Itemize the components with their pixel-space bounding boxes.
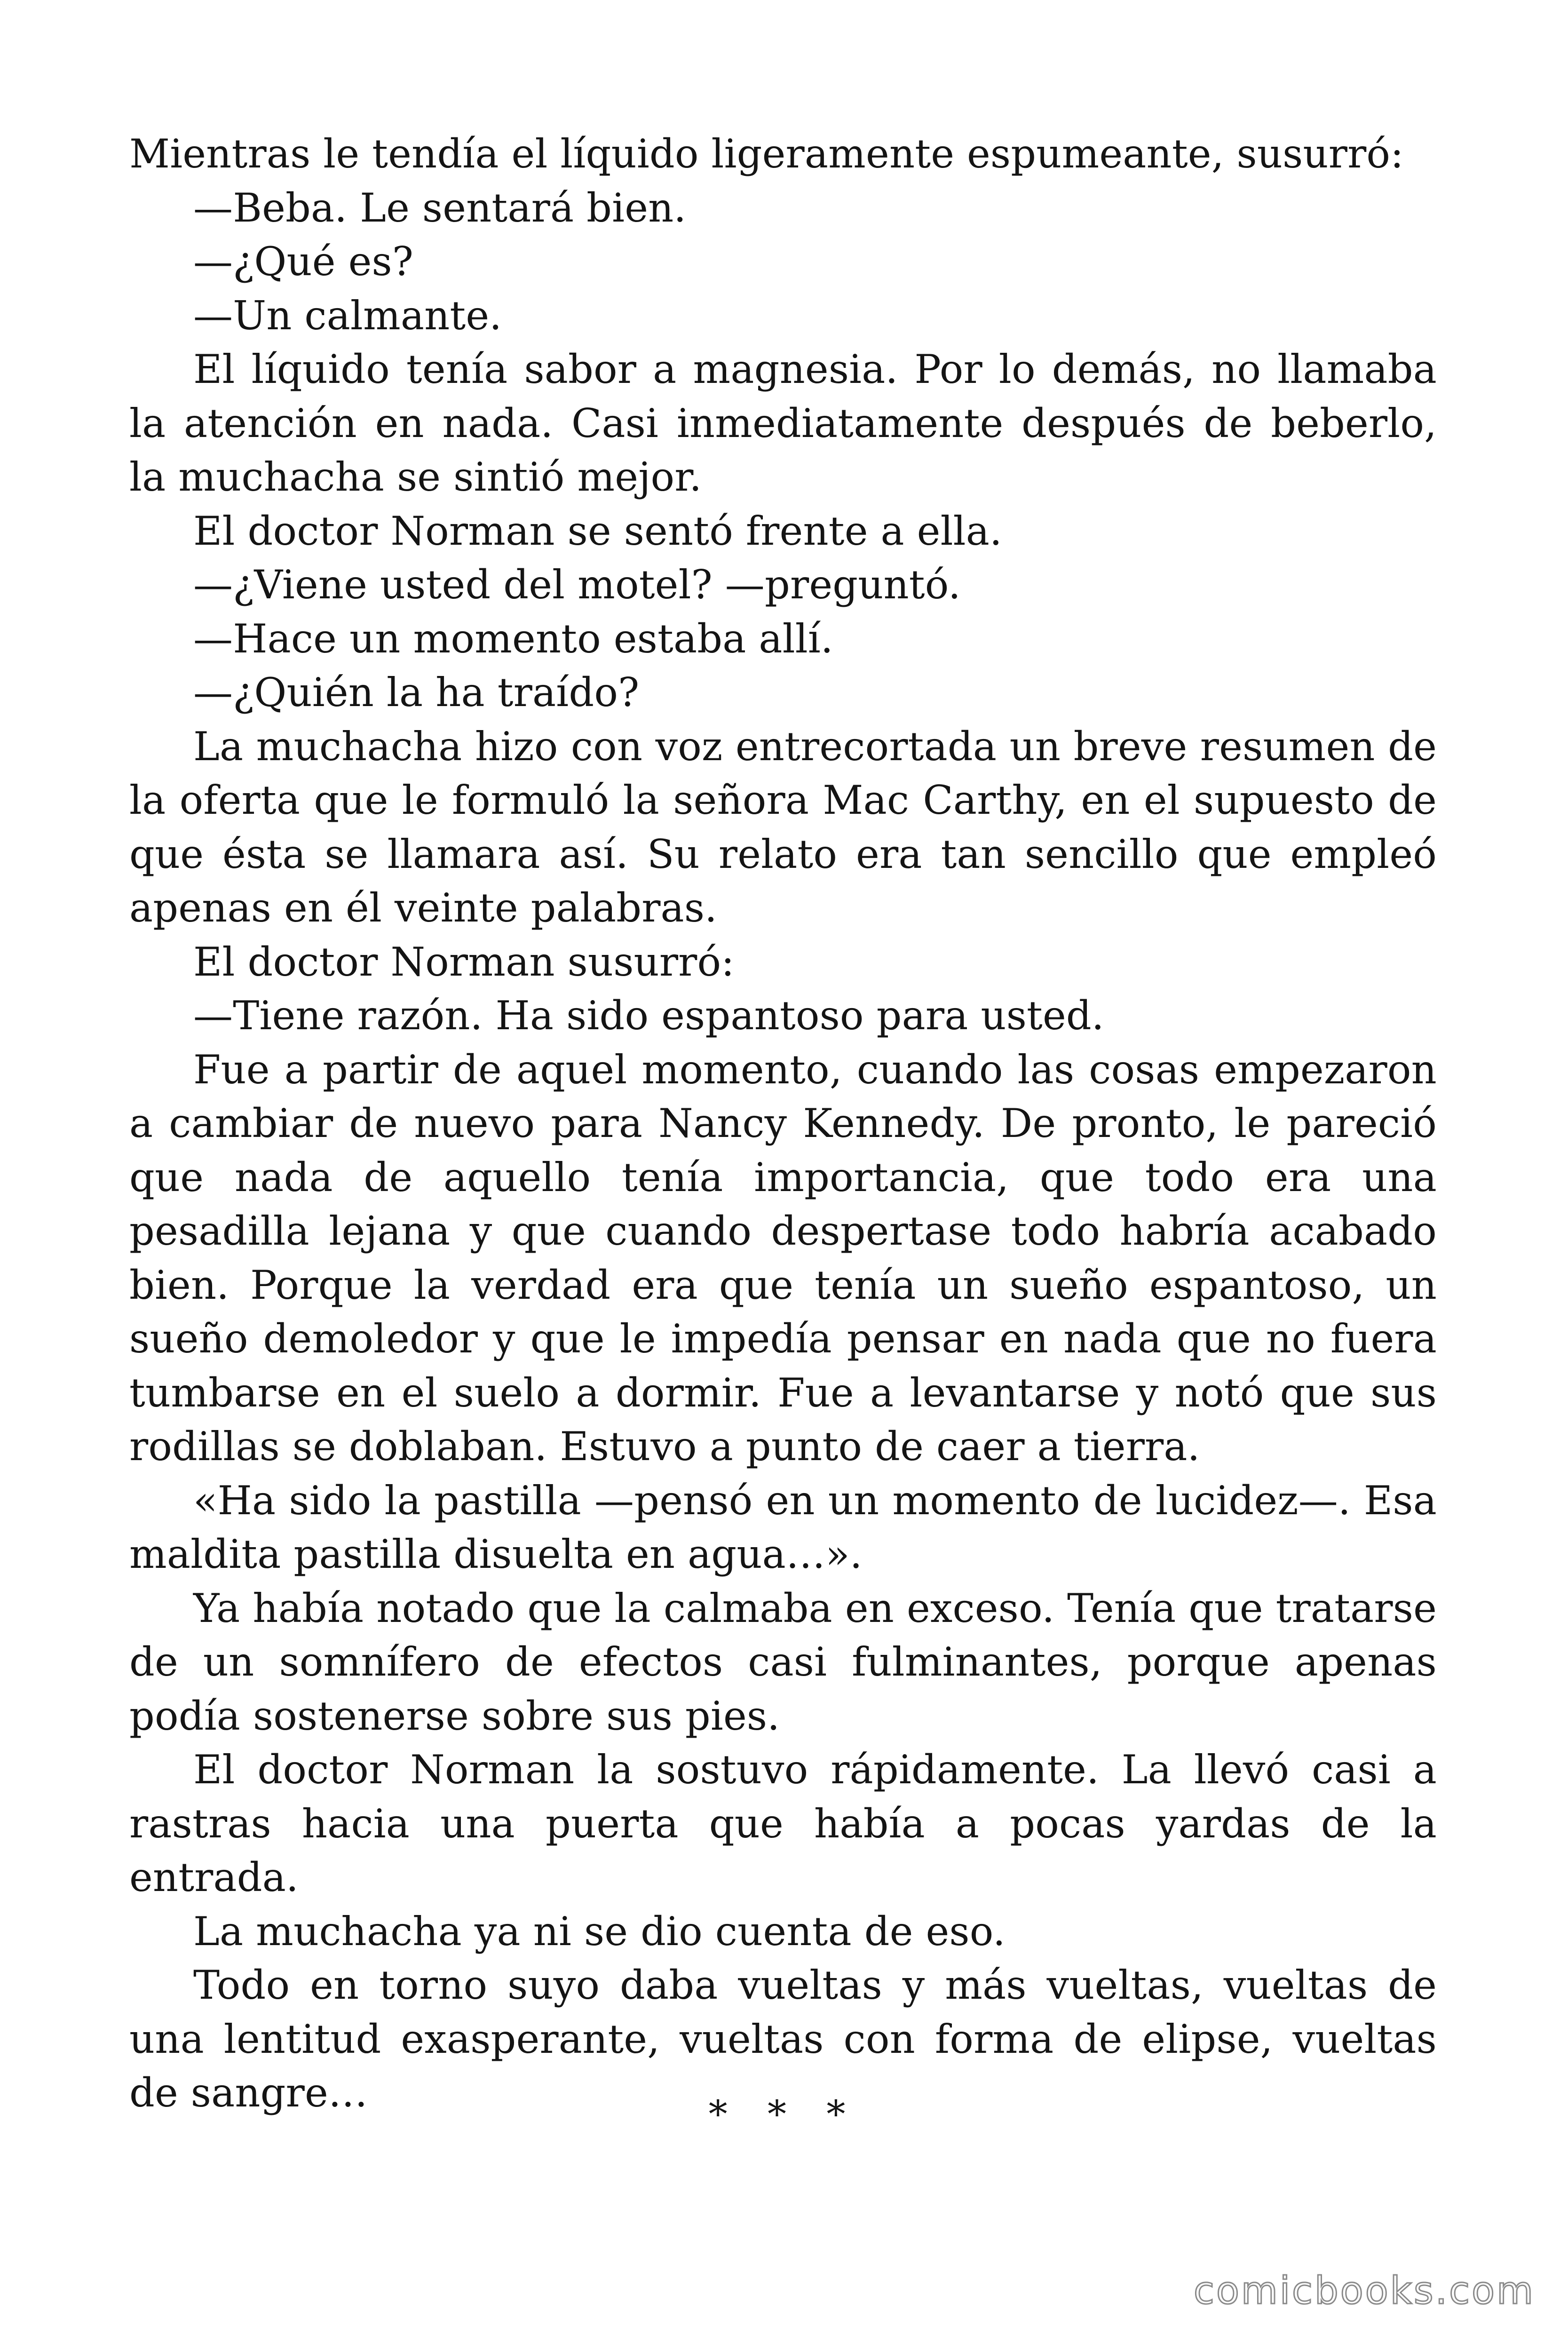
paragraph: —Beba. Le sentará bien. [193,184,687,231]
paragraph: Ya había notado que la calmaba en exceso. Tenía que tratarse de un somnífero de efectos casi fulminantes, porque apenas podía sostenerse sobre sus pies. [129,1585,1437,1739]
paragraph: El doctor Norman susurró: [193,938,735,985]
paragraph: El doctor Norman se sentó frente a ella. [193,508,1002,554]
paragraph: —Hace un momento estaba allí. [193,615,833,662]
paragraph: Todo en torno suyo daba vueltas y más vueltas, vueltas de una lentitud exasperante, vueltas con forma de elipse, vueltas de sangre… [129,1962,1437,2116]
paragraph: El líquido tenía sabor a magnesia. Por lo demás, no llamaba la atención en nada. Casi inmediatamente después de beberlo, la muchacha se sintió mejor. [129,346,1437,500]
paragraph: Mientras le tendía el líquido ligeramente espumeante, susurró: [129,131,1404,177]
page-body [129,127,1437,2120]
paragraph: La muchacha hizo con voz entrecortada un breve resumen de la oferta que le formuló la señora Mac Carthy, en el supuesto de que ésta se llamara así. Su relato era tan sencillo que empleó apenas en él veinte palabras. [129,723,1437,931]
paragraph: La muchacha ya ni se dio cuenta de eso. [193,1908,1006,1955]
paragraph: —¿Qué es? [193,238,414,285]
paragraph: —¿Viene usted del motel? —preguntó. [193,562,961,608]
paragraph: El doctor Norman la sostuvo rápidamente. La llevó casi a rastras hacia una puerta que había a pocas yardas de la entrada. [129,1747,1437,1900]
paragraph: Fue a partir de aquel momento, cuando las cosas empezaron a cambiar de nuevo para Nancy Kennedy. De pronto, le pareció que nada de aquello tenía importancia, que todo era una pesadilla lejana y que cuando despertase todo habría acabado bien. Porque la verdad era que tenía un sueño espantoso, un sueño demoledor y que le impedía pensar en nada que no fuera tumbarse en el suelo a dormir. Fue a levantarse y notó que sus rodillas se doblaban. Estuvo a punto de caer a tierra. [129,1046,1437,1470]
paragraph: «Ha sido la pastilla —pensó en un momento de lucidez—. Esa maldita pastilla disuelta en agua…». [129,1477,1437,1577]
paragraph: —Un calmante. [193,292,502,339]
paragraph: —Tiene razón. Ha sido espantoso para usted. [193,993,1104,1039]
section-separator: * * * [708,2092,860,2136]
watermark-logo: comicbooks.com [1193,2269,1535,2312]
paragraph: —¿Quién la ha traído? [193,669,640,715]
